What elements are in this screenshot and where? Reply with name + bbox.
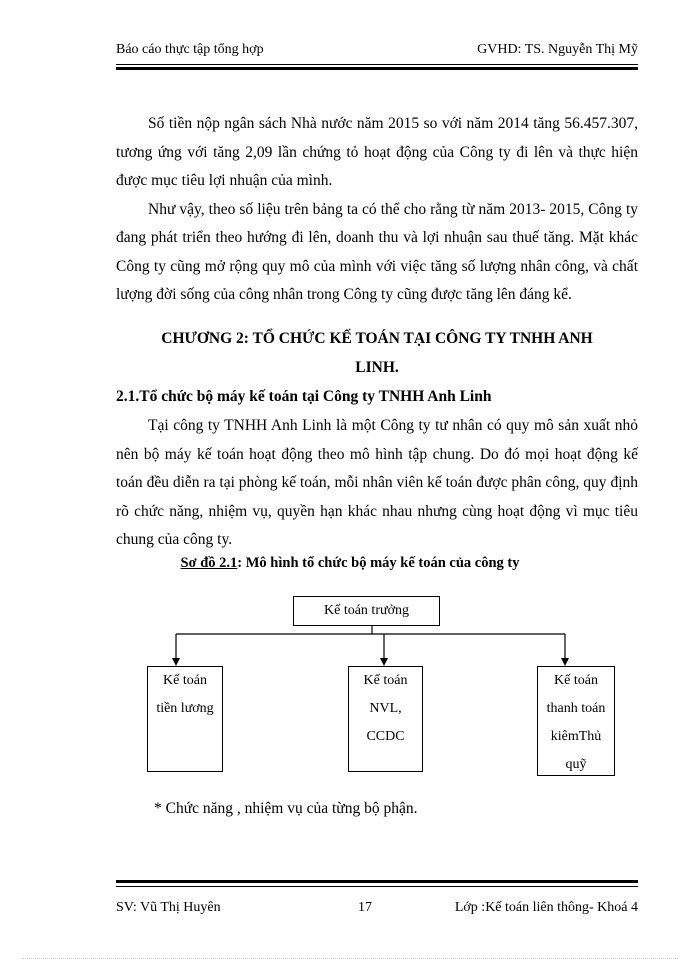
box-payroll-line-1: Kế toán [163, 673, 207, 688]
box-payment-line-1: Kế toán [554, 673, 598, 688]
paragraph-1: Số tiền nộp ngân sách Nhà nước năm 2015 so với năm 2014 tăng 56.457.307, tương ứng với tăng 2,09 lần chứng tỏ hoạt động của Công ty đi lên và thực hiện được mục tiêu lợi nhuận của mình. [116, 115, 638, 189]
page-bottom-dotted-line [22, 958, 678, 959]
header-right: GVHD: TS. Nguyễn Thị Mỹ [477, 42, 638, 57]
box-payment-line-4: quỹ [565, 757, 587, 772]
box-payroll-accountant [147, 666, 223, 772]
box-payment-line-3: kiêmThủ [550, 729, 602, 744]
box-materials-line-1: Kế toán [363, 673, 408, 688]
footer-rule-thin [116, 886, 638, 887]
paragraph-3: Tại công ty TNHH Anh Linh là một Công ty tư nhân có quy mô sản xuất nhỏ nên bộ máy kế toán hoạt động theo mô hình tập chung. Do đó mọi hoạt động kế toán đều diễn ra tại phòng kế toán, mỗi nhân viên kế toán được phân công, quy định rõ chức năng, nhiệm vụ, quyền hạn khác nhau nhưng cùng hoạt động vì mục tiêu chung của công ty. [116, 417, 638, 548]
box-chief-accountant-label: Kế toán trưởng [324, 603, 409, 618]
box-payment-cashier-accountant [537, 666, 615, 776]
diagram-caption-text: : Mô hình tổ chức bộ máy kế toán của công ty [237, 555, 520, 571]
diagram-caption-label: Sơ đồ 2.1 [180, 555, 238, 571]
footer-student: SV: Vũ Thị Huyên [116, 900, 221, 915]
box-materials-accountant [348, 666, 423, 772]
chapter-title-line-1: CHƯƠNG 2: TỔ CHỨC KẾ TOÁN TẠI CÔNG TY TNHH ANH [161, 330, 593, 347]
chapter-title-line-2: LINH. [355, 359, 399, 376]
box-payment-line-2: thanh toán [546, 701, 606, 716]
box-chief-accountant [293, 596, 440, 626]
box-payroll-line-2: tiền lương [156, 701, 214, 716]
note-text: * Chức năng , nhiệm vụ của từng bộ phận. [154, 800, 418, 817]
footer-rule-thick [116, 880, 638, 883]
paragraph-2: Như vậy, theo số liệu trên bảng ta có thể cho rằng từ năm 2013- 2015, Công ty đang phát triển theo hướng đi lên, doanh thu và lợi nhuận sau thuế tăng. Mặt khác Công ty cũng mở rộng quy mô của mình với việc tăng số lượng nhân công, và chất lượng đời sống của công nhân trong Công ty cũng được tăng lên đáng kể. [116, 200, 638, 303]
box-materials-line-2: NVL, [369, 701, 402, 716]
footer-class: Lớp :Kế toán liên thông- Khoá 4 [454, 900, 638, 915]
section-heading: 2.1.Tổ chức bộ máy kế toán tại Công ty TNHH Anh Linh [116, 388, 492, 405]
header-left: Báo cáo thực tập tổng hợp [116, 42, 264, 57]
footer-page-number: 17 [358, 900, 372, 915]
box-materials-line-3: CCDC [366, 729, 405, 744]
